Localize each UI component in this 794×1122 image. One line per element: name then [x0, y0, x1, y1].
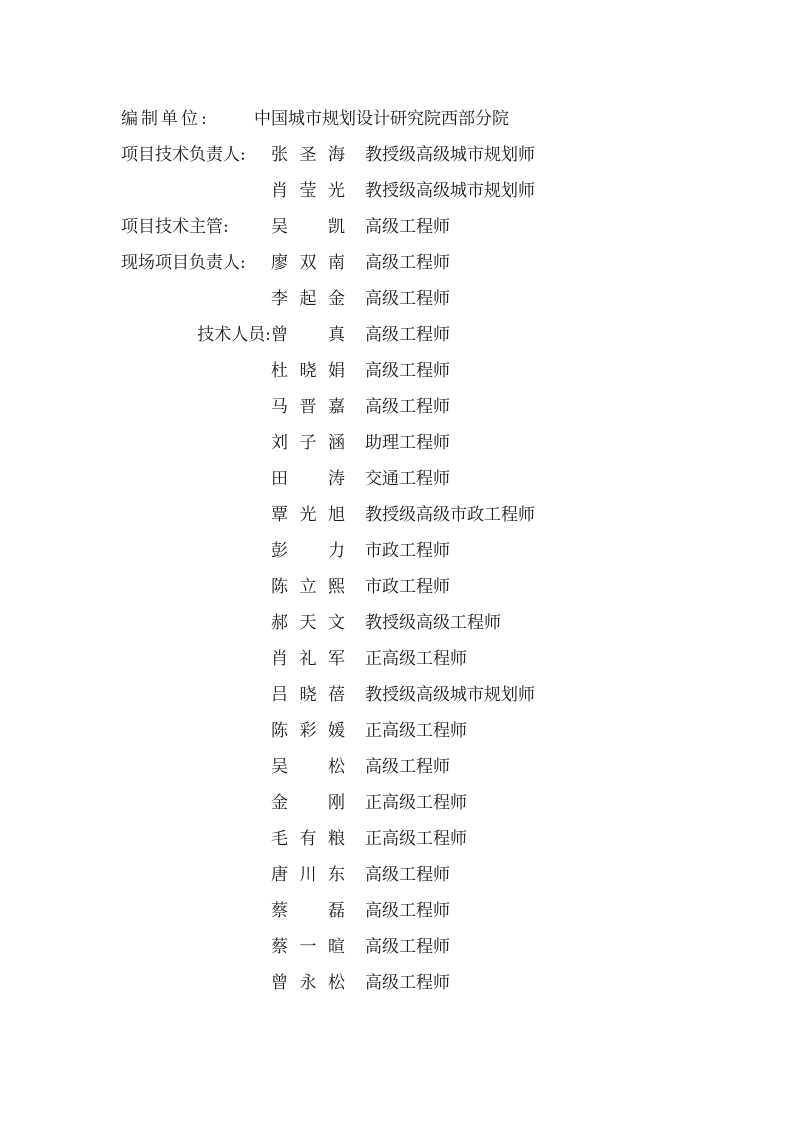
staff-title: 市政工程师 [365, 577, 450, 597]
staff-title: 高级工程师 [365, 325, 450, 345]
staff-name: 田 涛 [271, 469, 345, 489]
staff-name: 蔡 磊 [271, 901, 345, 921]
staff-title: 助理工程师 [365, 433, 450, 453]
staff-name: 唐川东 [271, 865, 345, 885]
staff-title: 正高级工程师 [365, 649, 467, 669]
staff-title: 教授级高级市政工程师 [365, 505, 535, 525]
staff-title: 高级工程师 [365, 901, 450, 921]
staff-title: 高级工程师 [365, 253, 450, 273]
staff-title: 高级工程师 [365, 757, 450, 777]
staff-row [121, 501, 535, 537]
staff-role [121, 825, 271, 861]
staff-row [121, 825, 535, 861]
staff-name: 金 刚 [271, 793, 345, 813]
staff-role [121, 573, 271, 609]
spacer [345, 681, 365, 717]
spacer [345, 933, 365, 969]
staff-row [121, 717, 535, 753]
staff-role: 项目技术负责人: [121, 145, 246, 165]
staff-name: 蔡一暄 [271, 937, 345, 957]
staff-name: 毛有粮 [271, 829, 345, 849]
spacer [345, 249, 365, 285]
staff-name: 郝天文 [271, 613, 345, 633]
compiling-unit-label: 编制单位: [121, 109, 210, 129]
staff-name: 吕晓蓓 [271, 685, 345, 705]
staff-row [121, 933, 535, 969]
staff-title: 高级工程师 [365, 217, 450, 237]
staff-row [121, 609, 535, 645]
staff-row [121, 213, 535, 249]
staff-row [121, 285, 535, 321]
spacer [345, 969, 365, 1005]
staff-title: 教授级高级城市规划师 [365, 145, 535, 165]
compiling-unit-value: 中国城市规划设计研究院西部分院 [254, 109, 509, 129]
staff-row [121, 321, 535, 357]
staff-role: 技术人员: [197, 325, 271, 345]
spacer [345, 717, 365, 753]
staff-title: 教授级高级城市规划师 [365, 685, 535, 705]
staff-list [121, 141, 535, 1005]
staff-name: 吴 松 [271, 757, 345, 777]
staff-role [121, 897, 271, 933]
staff-name: 彭 力 [271, 541, 345, 561]
staff-row [121, 645, 535, 681]
staff-role [121, 681, 271, 717]
staff-name: 张圣海 [271, 145, 345, 165]
staff-title: 高级工程师 [365, 973, 450, 993]
staff-title: 正高级工程师 [365, 793, 467, 813]
staff-row [121, 429, 535, 465]
staff-title: 交通工程师 [365, 469, 450, 489]
staff-row [121, 393, 535, 429]
staff-role [121, 393, 271, 429]
staff-title: 高级工程师 [365, 937, 450, 957]
staff-title: 高级工程师 [365, 361, 450, 381]
staff-row [121, 573, 535, 609]
spacer [345, 141, 365, 177]
staff-role [121, 537, 271, 573]
staff-role [121, 753, 271, 789]
staff-row [121, 753, 535, 789]
spacer [345, 501, 365, 537]
staff-name: 李起金 [271, 289, 345, 309]
staff-row [121, 537, 535, 573]
spacer [345, 897, 365, 933]
staff-role: 项目技术主管: [121, 217, 229, 237]
staff-name: 覃光旭 [271, 505, 345, 525]
spacer [345, 825, 365, 861]
spacer [345, 861, 365, 897]
staff-name: 杜晓娟 [271, 361, 345, 381]
staff-row [121, 249, 535, 285]
spacer [345, 609, 365, 645]
spacer [345, 285, 365, 321]
spacer [345, 429, 365, 465]
staff-row [121, 969, 535, 1005]
spacer [345, 537, 365, 573]
compiling-unit-line [121, 105, 509, 133]
spacer [345, 393, 365, 429]
staff-name: 陈立熙 [271, 577, 345, 597]
staff-title: 正高级工程师 [365, 721, 467, 741]
staff-row [121, 861, 535, 897]
staff-name: 吴 凯 [271, 217, 345, 237]
staff-role [121, 177, 271, 213]
spacer [345, 789, 365, 825]
staff-name: 肖礼军 [271, 649, 345, 669]
spacer [345, 177, 365, 213]
staff-row [121, 357, 535, 393]
staff-role [121, 969, 271, 1005]
staff-role [121, 285, 271, 321]
staff-title: 正高级工程师 [365, 829, 467, 849]
staff-role [121, 501, 271, 537]
staff-role [121, 357, 271, 393]
staff-title: 高级工程师 [365, 865, 450, 885]
spacer [345, 645, 365, 681]
staff-row [121, 465, 535, 501]
staff-name: 刘子涵 [271, 433, 345, 453]
spacer [345, 753, 365, 789]
spacer [345, 213, 365, 249]
staff-name: 肖莹光 [271, 181, 345, 201]
staff-row [121, 141, 535, 177]
staff-name: 廖双南 [271, 253, 345, 273]
staff-role [121, 465, 271, 501]
staff-title: 高级工程师 [365, 397, 450, 417]
staff-role [121, 861, 271, 897]
staff-name: 曾永松 [271, 973, 345, 993]
staff-row [121, 681, 535, 717]
staff-name: 陈彩媛 [271, 721, 345, 741]
staff-title: 教授级高级城市规划师 [365, 181, 535, 201]
spacer [345, 321, 365, 357]
staff-role [121, 717, 271, 753]
spacer [345, 357, 365, 393]
staff-role [121, 429, 271, 465]
staff-row [121, 897, 535, 933]
spacer [345, 573, 365, 609]
staff-role [121, 645, 271, 681]
staff-role [121, 933, 271, 969]
staff-title: 教授级高级工程师 [365, 613, 501, 633]
staff-role: 现场项目负责人: [121, 253, 246, 273]
staff-row [121, 177, 535, 213]
staff-row [121, 789, 535, 825]
staff-role [121, 789, 271, 825]
staff-name: 马晋嘉 [271, 397, 345, 417]
staff-title: 市政工程师 [365, 541, 450, 561]
spacer [345, 465, 365, 501]
staff-title: 高级工程师 [365, 289, 450, 309]
staff-name: 曾 真 [271, 325, 345, 345]
staff-role [121, 609, 271, 645]
